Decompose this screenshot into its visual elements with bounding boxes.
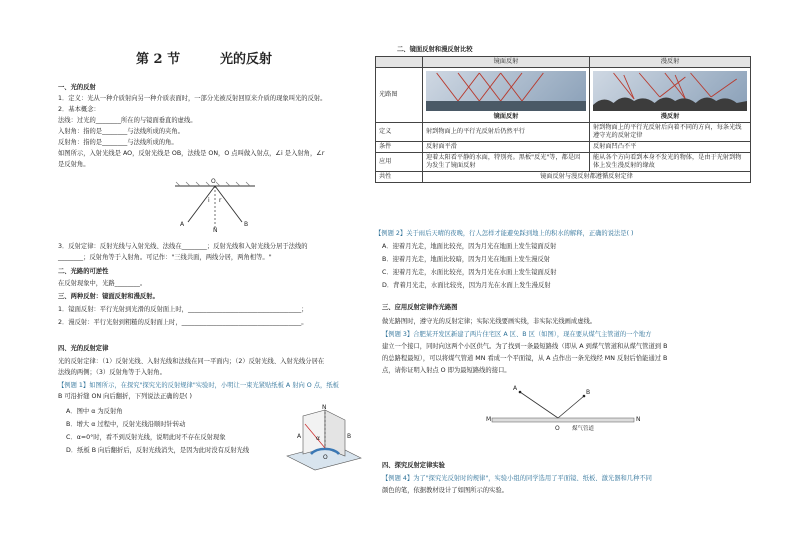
ex1-option-d: D．纸板 B 向后翻折后，反射光线消失，是因为此时没有反射光线 <box>66 447 250 454</box>
row-label-common: 共性 <box>376 172 423 183</box>
label-i: i <box>208 197 210 204</box>
label-O: O <box>323 454 328 461</box>
example-1: 【例题 1】如图所示，在探究"探究光的反射规律"实验时，小明让一束光紧贴纸板 A 射向 O 点，纸板 <box>58 382 339 389</box>
gas-pipe-diagram <box>480 380 640 436</box>
label-N: N <box>636 416 641 423</box>
specular-application: 迎着太阳看平静的水面，特别亮。黑板"反光"等，都是因为发生了镜面反射 <box>423 153 590 172</box>
normal-text: 法线：过光的________所在的与镜面垂直的虚线。 <box>58 117 197 124</box>
ex1-option-b: B．增大 α 过程中，反射光线沿顺时针转动 <box>66 421 186 428</box>
comparison-table <box>375 56 751 183</box>
heading-law: 四、光的反射定律 <box>58 345 109 352</box>
col-diffuse: 漫反射 <box>590 57 751 68</box>
ex2-option-c: C．迎着月光走，水面比较亮，因为月光在水面上发生镜面反射 <box>382 269 557 276</box>
row-label-definition: 定义 <box>376 123 423 142</box>
definition-text: 1．定义：光从一种介质射向另一种介质表面时，一部分光被反射回原来介质的现象叫光的反射。 <box>58 95 327 102</box>
ex2-option-a: A．迎着月光走，地面比较亮，因为月光在地面上发生镜面反射 <box>382 243 557 250</box>
specular-caption: 镜面反射 <box>493 113 519 120</box>
label-B: B <box>586 389 591 396</box>
experiment-diagram <box>283 398 365 470</box>
row-label-condition: 条件 <box>376 142 423 153</box>
row-label-light-path: 光路图 <box>376 68 423 123</box>
law-of-reflection-cont: ________；反射角等于入射角。可记作："三线共面，两线分居，两角相等。" <box>58 254 272 261</box>
reversibility-text: 在反射现象中，光路________。 <box>58 280 147 287</box>
example-3-line3: 的总路程最短），可以将煤气管道 MN 看成一个平面镜，从 A 点作出一条光线经 MN 反射后恰能通过 B <box>382 355 668 362</box>
example-4-cont: 颜色的笔，依据教材设计了如图所示的实验。 <box>382 487 508 494</box>
law-text-cont: 法线的两侧；（3）反射角等于入射角。 <box>58 369 166 376</box>
specular-reflection-image <box>426 71 586 111</box>
ex2-option-d: D．背着月光走，水面比较亮，因为月光在水面上发生漫反射 <box>382 282 551 289</box>
heading-light-path: 三、应用反射定律作光路图 <box>382 304 458 311</box>
specular-definition: 射到物面上的平行光反射后仍然平行 <box>423 123 590 142</box>
diffuse-text: 2．漫反射：平行光射到粗糙的反射面上时，______________________________________。 <box>58 319 308 326</box>
page-title: 光的反射 <box>220 52 273 67</box>
label-O: O <box>555 425 560 432</box>
example-3-line2: 建立一个接口，同时向这两个小区供气。为了找到一条最短路线（即从 A 到煤气管道和从煤气管道到 B <box>382 343 668 350</box>
example-2: 【例题 2】关于雨后天晴的夜晚，行人怎样才能避免踩到地上的积水的解释，正确的说法是( ) <box>375 230 634 237</box>
specular-condition: 反射面平滑 <box>423 142 590 153</box>
diffuse-definition: 射到物面上的平行光反射后向着不同的方向，每条光线遵守光的反射定律 <box>590 123 751 142</box>
col-specular: 镜面反射 <box>423 57 590 68</box>
label-A: A <box>297 433 302 440</box>
section-number: 第 2 节 <box>136 52 181 67</box>
diffuse-application: 能从各个方向看到本身不发光的物体，是由于光射到物体上发生漫反射的缘故 <box>590 153 751 172</box>
label-alpha: α <box>316 435 320 442</box>
reflection-diagram <box>170 172 260 232</box>
label-A: A <box>513 385 518 392</box>
heading-comparison: 二、镜面反射和漫反射比较 <box>397 46 473 53</box>
label-M: M <box>486 416 492 423</box>
example-1-cont: B 可沿折缝 ON 向后翻折，下列说法正确的是( ) <box>58 393 192 400</box>
law-of-reflection: 3．反射定律：反射光线与入射光线、法线在________；反射光线和入射光线分居于法线的 <box>58 243 308 250</box>
ex1-option-a: A．图中 α 为反射角 <box>66 408 123 415</box>
basic-concepts: 2．基本概念： <box>58 106 100 113</box>
diffuse-reflection-image <box>593 71 747 111</box>
label-N: N <box>322 404 327 411</box>
heading-experiment: 四、探究反射定律实验 <box>382 462 445 469</box>
ex2-option-b: B．迎着月光走，地面比较暗，因为月光在地面上发生漫反射 <box>382 256 551 263</box>
label-O: O <box>211 178 216 185</box>
figure-description-cont: 是反射角。 <box>58 161 90 168</box>
common-property: 镜面反射与漫反射都遵循反射定律 <box>423 172 751 183</box>
specular-text: 1．镜面反射：平行光射到光滑的反射面上时，____________________________________； <box>58 306 308 313</box>
law-text: 光的反射定律：（1）反射光线、入射光线和法线在同一平面内；（2）反射光线、入射光线分居在 <box>58 358 325 365</box>
example-3: 【例题 3】合肥某开发区新建了两片住宅区 A 区、B 区（如图），现在要从煤气主管道的一个地方 <box>382 331 652 338</box>
incidence-angle-text: 入射角：指的是________与法线所成的夹角。 <box>58 128 184 135</box>
label-N: N <box>213 227 218 234</box>
ex1-option-c: C．α=0°时，看不到反射光线，说明此时不存在反射现象 <box>66 434 226 441</box>
diffuse-condition: 反射面凹凸不平 <box>590 142 751 153</box>
diffuse-caption: 漫反射 <box>660 113 680 120</box>
heading-two-reflections: 三、两种反射：镜面反射和漫反射。 <box>58 293 159 300</box>
row-label-application: 应用 <box>376 153 423 172</box>
label-A: A <box>180 221 185 228</box>
heading-reversibility: 二、光路的可逆性 <box>58 268 109 275</box>
heading-reflection: 一、光的反射 <box>58 84 96 91</box>
light-path-text: 做光路图时，遵守光的反射定律；实际光线要画实线，非实际光线画成虚线。 <box>382 318 597 325</box>
example-3-line4: 点，请你证明入射点 O 即为最短路线的接口。 <box>382 367 511 374</box>
example-4: 【例题 4】为了"探究光反射时的规律"，实验小组的同学选用了平面镜、纸板、激光器和几种不同 <box>382 475 652 482</box>
label-B: B <box>244 221 249 228</box>
label-r: r <box>219 197 222 204</box>
figure-description: 如图所示，入射光线是 AO，反射光线是 OB，法线是 ON，O 点叫做入射点，∠i 是入射角，∠r <box>58 150 325 157</box>
label-B: B <box>347 433 352 440</box>
reflection-angle-text: 反射角：指的是________与法线所成的角。 <box>58 139 178 146</box>
label-pipe: 煤气管道 <box>572 426 595 432</box>
